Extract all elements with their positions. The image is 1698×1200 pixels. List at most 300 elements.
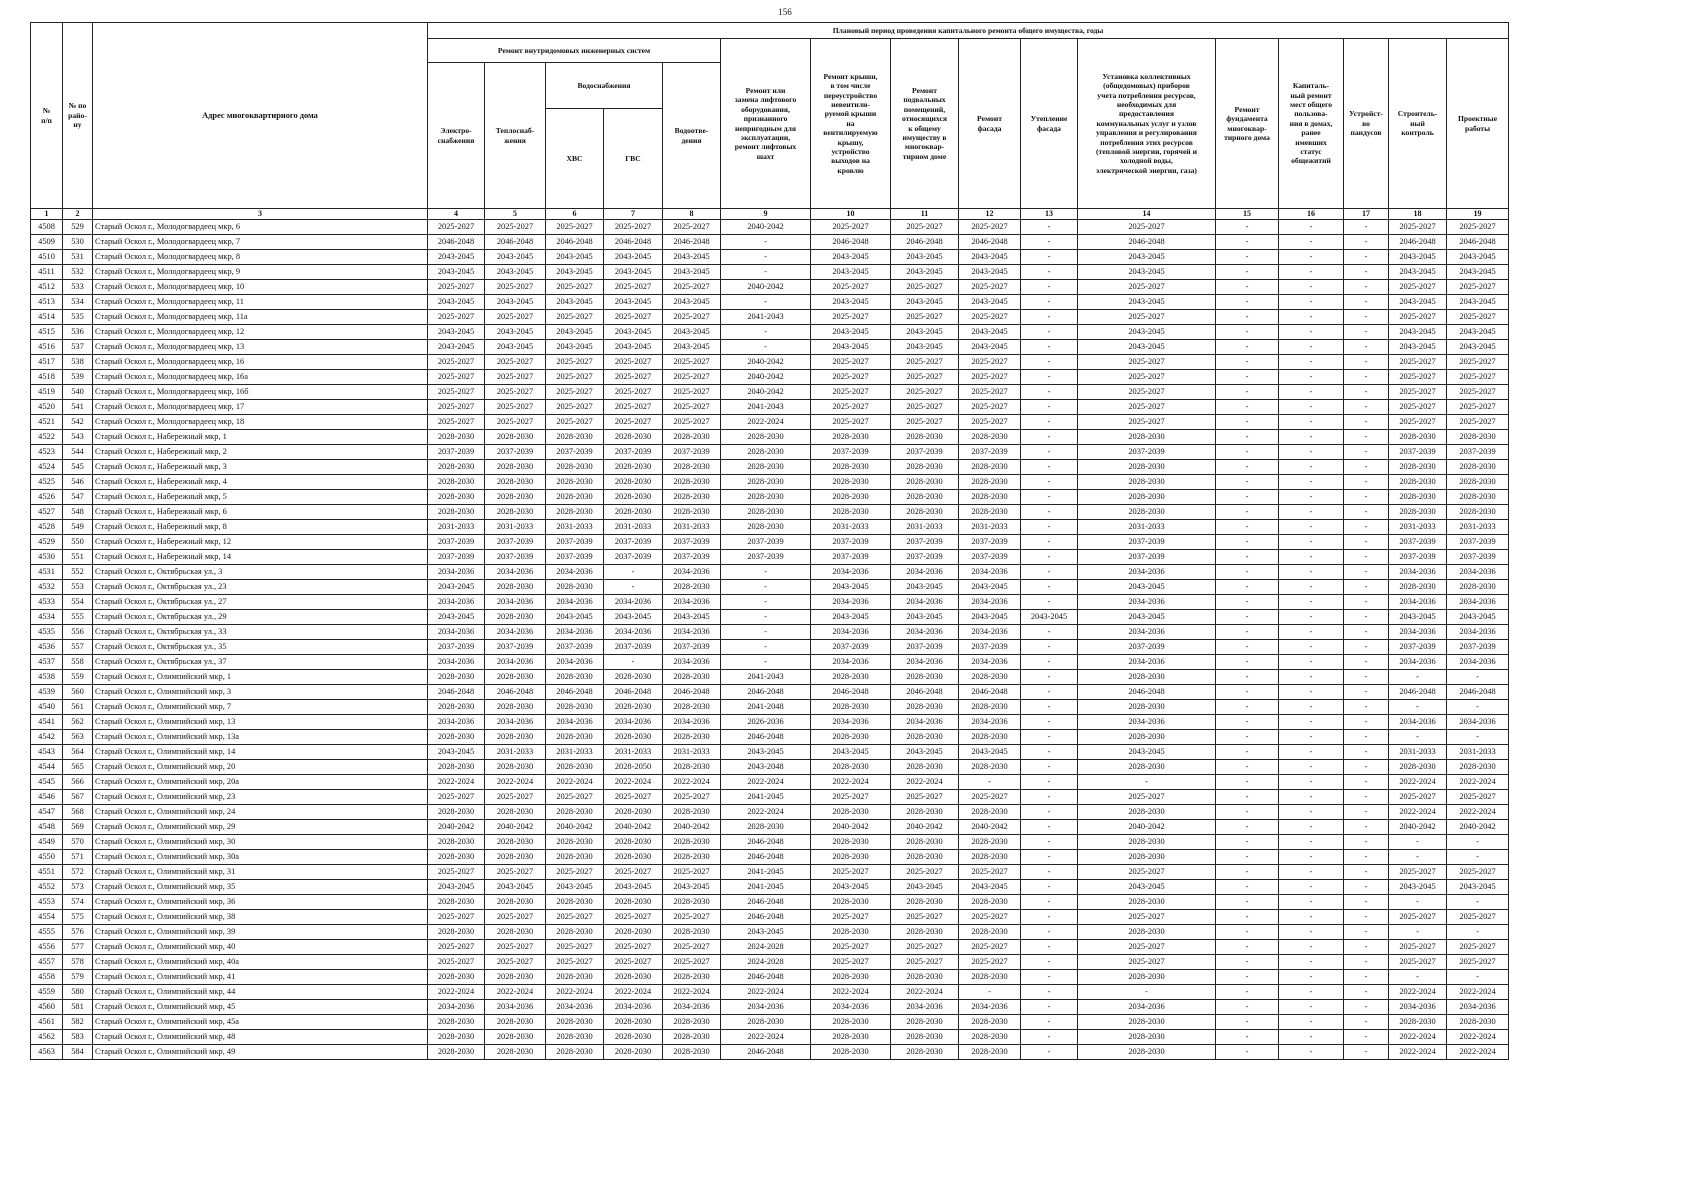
cell-roof: 2040-2042 bbox=[811, 820, 891, 835]
cell-row-number: 4530 bbox=[31, 550, 63, 565]
cell-district-number: 581 bbox=[63, 1000, 93, 1015]
cell-district-number: 567 bbox=[63, 790, 93, 805]
cell-roof: 2028-2030 bbox=[811, 1015, 891, 1030]
cell-elevator: 2022-2024 bbox=[721, 805, 811, 820]
cell-meters: 2025-2027 bbox=[1078, 280, 1216, 295]
cell-hot-water: 2028-2030 bbox=[604, 1015, 663, 1030]
cell-district-number: 544 bbox=[63, 445, 93, 460]
cell-roof: 2025-2027 bbox=[811, 400, 891, 415]
cell-district-number: 545 bbox=[63, 460, 93, 475]
cell-ramps: - bbox=[1344, 520, 1389, 535]
column-number: 15 bbox=[1216, 209, 1279, 220]
cell-electricity: 2034-2036 bbox=[428, 715, 485, 730]
table-row bbox=[31, 580, 1509, 595]
cell-cold-water: 2025-2027 bbox=[546, 790, 604, 805]
cell-design-works: 2025-2027 bbox=[1447, 415, 1509, 430]
cell-facade: 2043-2045 bbox=[959, 745, 1021, 760]
cell-electricity: 2043-2045 bbox=[428, 745, 485, 760]
cell-cold-water: 2028-2030 bbox=[546, 490, 604, 505]
cell-basement: 2040-2042 bbox=[891, 820, 959, 835]
cell-basement: 2034-2036 bbox=[891, 595, 959, 610]
table-row bbox=[31, 835, 1509, 850]
cell-construction-control: 2028-2030 bbox=[1389, 1015, 1447, 1030]
table-row bbox=[31, 760, 1509, 775]
cell-heating: 2043-2045 bbox=[485, 265, 546, 280]
cell-meters: 2043-2045 bbox=[1078, 250, 1216, 265]
cell-cold-water: 2028-2030 bbox=[546, 925, 604, 940]
cell-electricity: 2025-2027 bbox=[428, 370, 485, 385]
cell-cold-water: 2034-2036 bbox=[546, 655, 604, 670]
cell-hot-water: 2028-2030 bbox=[604, 850, 663, 865]
cell-ramps: - bbox=[1344, 475, 1389, 490]
cell-address: Старый Оскол г., Олимпийский мкр, 29 bbox=[93, 820, 428, 835]
cell-basement: 2028-2030 bbox=[891, 475, 959, 490]
cell-address: Старый Оскол г., Молодогвардеец мкр, 11а bbox=[93, 310, 428, 325]
cell-facade: 2034-2036 bbox=[959, 655, 1021, 670]
cell-sewerage: 2028-2030 bbox=[663, 925, 721, 940]
col-header-cold-water: ХВС bbox=[546, 109, 604, 209]
cell-cold-water: 2043-2045 bbox=[546, 325, 604, 340]
cell-heating: 2028-2030 bbox=[485, 805, 546, 820]
cell-facade-insulation: - bbox=[1021, 520, 1078, 535]
cell-construction-control: 2043-2045 bbox=[1389, 295, 1447, 310]
cell-electricity: 2028-2030 bbox=[428, 760, 485, 775]
cell-electricity: 2034-2036 bbox=[428, 565, 485, 580]
cell-sewerage: 2025-2027 bbox=[663, 370, 721, 385]
table-row bbox=[31, 535, 1509, 550]
cell-facade-insulation: - bbox=[1021, 325, 1078, 340]
cell-address: Старый Оскол г., Олимпийский мкр, 38 bbox=[93, 910, 428, 925]
cell-hot-water: 2028-2030 bbox=[604, 835, 663, 850]
cell-common-areas: - bbox=[1279, 580, 1344, 595]
cell-district-number: 569 bbox=[63, 820, 93, 835]
cell-roof: 2037-2039 bbox=[811, 535, 891, 550]
cell-hot-water: 2046-2048 bbox=[604, 685, 663, 700]
cell-common-areas: - bbox=[1279, 850, 1344, 865]
cell-basement: 2028-2030 bbox=[891, 850, 959, 865]
cell-hot-water: 2025-2027 bbox=[604, 355, 663, 370]
cell-elevator: 2041-2043 bbox=[721, 670, 811, 685]
cell-meters: 2028-2030 bbox=[1078, 700, 1216, 715]
cell-basement: 2037-2039 bbox=[891, 445, 959, 460]
cell-construction-control: 2034-2036 bbox=[1389, 1000, 1447, 1015]
cell-basement: 2028-2030 bbox=[891, 895, 959, 910]
cell-construction-control: 2025-2027 bbox=[1389, 400, 1447, 415]
cell-district-number: 556 bbox=[63, 625, 93, 640]
cell-common-areas: - bbox=[1279, 460, 1344, 475]
cell-design-works: 2025-2027 bbox=[1447, 355, 1509, 370]
cell-elevator: 2028-2030 bbox=[721, 430, 811, 445]
cell-district-number: 578 bbox=[63, 955, 93, 970]
cell-row-number: 4549 bbox=[31, 835, 63, 850]
cell-ramps: - bbox=[1344, 955, 1389, 970]
cell-sewerage: 2025-2027 bbox=[663, 910, 721, 925]
cell-cold-water: 2034-2036 bbox=[546, 1000, 604, 1015]
cell-facade: 2025-2027 bbox=[959, 940, 1021, 955]
table-header bbox=[31, 23, 1509, 220]
cell-basement: 2025-2027 bbox=[891, 955, 959, 970]
cell-cold-water: 2028-2030 bbox=[546, 1015, 604, 1030]
cell-design-works: 2028-2030 bbox=[1447, 505, 1509, 520]
cell-facade-insulation: - bbox=[1021, 910, 1078, 925]
cell-ramps: - bbox=[1344, 295, 1389, 310]
cell-cold-water: 2025-2027 bbox=[546, 415, 604, 430]
cell-row-number: 4558 bbox=[31, 970, 63, 985]
cell-common-areas: - bbox=[1279, 955, 1344, 970]
cell-foundation: - bbox=[1216, 925, 1279, 940]
cell-roof: 2034-2036 bbox=[811, 625, 891, 640]
cell-design-works: - bbox=[1447, 670, 1509, 685]
cell-hot-water: 2046-2048 bbox=[604, 235, 663, 250]
cell-common-areas: - bbox=[1279, 340, 1344, 355]
cell-address: Старый Оскол г., Олимпийский мкр, 36 bbox=[93, 895, 428, 910]
cell-electricity: 2034-2036 bbox=[428, 1000, 485, 1015]
col-header-sewerage: Водоотве- дения bbox=[663, 63, 721, 209]
cell-address: Старый Оскол г., Молодогвардеец мкр, 9 bbox=[93, 265, 428, 280]
cell-basement: 2037-2039 bbox=[891, 535, 959, 550]
cell-basement: 2037-2039 bbox=[891, 640, 959, 655]
cell-facade-insulation: - bbox=[1021, 880, 1078, 895]
cell-ramps: - bbox=[1344, 760, 1389, 775]
cell-district-number: 534 bbox=[63, 295, 93, 310]
cell-construction-control: 2028-2030 bbox=[1389, 475, 1447, 490]
cell-district-number: 565 bbox=[63, 760, 93, 775]
cell-district-number: 555 bbox=[63, 610, 93, 625]
cell-district-number: 563 bbox=[63, 730, 93, 745]
cell-address: Старый Оскол г., Олимпийский мкр, 48 bbox=[93, 1030, 428, 1045]
cell-basement: 2028-2030 bbox=[891, 805, 959, 820]
cell-construction-control: - bbox=[1389, 925, 1447, 940]
cell-hot-water: 2034-2036 bbox=[604, 595, 663, 610]
cell-common-areas: - bbox=[1279, 325, 1344, 340]
cell-district-number: 540 bbox=[63, 385, 93, 400]
cell-row-number: 4543 bbox=[31, 745, 63, 760]
cell-foundation: - bbox=[1216, 265, 1279, 280]
table-row bbox=[31, 400, 1509, 415]
cell-elevator: 2028-2030 bbox=[721, 820, 811, 835]
cell-address: Старый Оскол г., Олимпийский мкр, 14 bbox=[93, 745, 428, 760]
cell-address: Старый Оскол г., Молодогвардеец мкр, 16 bbox=[93, 355, 428, 370]
cell-heating: 2025-2027 bbox=[485, 280, 546, 295]
cell-facade-insulation: - bbox=[1021, 895, 1078, 910]
cell-cold-water: 2031-2033 bbox=[546, 520, 604, 535]
cell-electricity: 2037-2039 bbox=[428, 550, 485, 565]
cell-basement: 2025-2027 bbox=[891, 940, 959, 955]
cell-ramps: - bbox=[1344, 805, 1389, 820]
cell-row-number: 4563 bbox=[31, 1045, 63, 1060]
cell-facade-insulation: - bbox=[1021, 1015, 1078, 1030]
cell-district-number: 568 bbox=[63, 805, 93, 820]
cell-foundation: - bbox=[1216, 790, 1279, 805]
cell-meters: 2028-2030 bbox=[1078, 850, 1216, 865]
cell-basement: 2043-2045 bbox=[891, 295, 959, 310]
cell-heating: 2037-2039 bbox=[485, 445, 546, 460]
cell-design-works: 2025-2027 bbox=[1447, 940, 1509, 955]
cell-design-works: 2043-2045 bbox=[1447, 325, 1509, 340]
cell-sewerage: 2037-2039 bbox=[663, 550, 721, 565]
cell-design-works: 2043-2045 bbox=[1447, 295, 1509, 310]
cell-foundation: - bbox=[1216, 310, 1279, 325]
cell-address: Старый Оскол г., Набережный мкр, 2 bbox=[93, 445, 428, 460]
cell-foundation: - bbox=[1216, 730, 1279, 745]
cell-meters: 2034-2036 bbox=[1078, 565, 1216, 580]
cell-construction-control: 2031-2033 bbox=[1389, 745, 1447, 760]
column-number: 14 bbox=[1078, 209, 1216, 220]
table-row bbox=[31, 460, 1509, 475]
cell-foundation: - bbox=[1216, 400, 1279, 415]
table-row bbox=[31, 355, 1509, 370]
cell-address: Старый Оскол г., Октябрьская ул., 37 bbox=[93, 655, 428, 670]
cell-cold-water: 2025-2027 bbox=[546, 865, 604, 880]
cell-cold-water: 2043-2045 bbox=[546, 265, 604, 280]
cell-facade-insulation: - bbox=[1021, 970, 1078, 985]
cell-basement: 2046-2048 bbox=[891, 235, 959, 250]
cell-meters: 2043-2045 bbox=[1078, 745, 1216, 760]
cell-electricity: 2043-2045 bbox=[428, 880, 485, 895]
cell-facade: 2028-2030 bbox=[959, 670, 1021, 685]
cell-ramps: - bbox=[1344, 655, 1389, 670]
cell-electricity: 2025-2027 bbox=[428, 400, 485, 415]
cell-electricity: 2028-2030 bbox=[428, 1015, 485, 1030]
cell-common-areas: - bbox=[1279, 445, 1344, 460]
cell-facade: 2025-2027 bbox=[959, 280, 1021, 295]
cell-address: Старый Оскол г., Олимпийский мкр, 13 bbox=[93, 715, 428, 730]
cell-foundation: - bbox=[1216, 640, 1279, 655]
cell-district-number: 537 bbox=[63, 340, 93, 355]
cell-foundation: - bbox=[1216, 250, 1279, 265]
cell-sewerage: 2025-2027 bbox=[663, 385, 721, 400]
cell-meters: 2043-2045 bbox=[1078, 265, 1216, 280]
cell-district-number: 564 bbox=[63, 745, 93, 760]
cell-sewerage: 2028-2030 bbox=[663, 430, 721, 445]
cell-sewerage: 2031-2033 bbox=[663, 520, 721, 535]
cell-construction-control: 2043-2045 bbox=[1389, 340, 1447, 355]
column-number: 19 bbox=[1447, 209, 1509, 220]
cell-roof: 2028-2030 bbox=[811, 760, 891, 775]
cell-ramps: - bbox=[1344, 685, 1389, 700]
cell-common-areas: - bbox=[1279, 265, 1344, 280]
cell-hot-water: 2031-2033 bbox=[604, 520, 663, 535]
cell-basement: 2025-2027 bbox=[891, 910, 959, 925]
cell-address: Старый Оскол г., Молодогвардеец мкр, 11 bbox=[93, 295, 428, 310]
cell-basement: 2025-2027 bbox=[891, 220, 959, 235]
cell-heating: 2040-2042 bbox=[485, 820, 546, 835]
cell-district-number: 582 bbox=[63, 1015, 93, 1030]
cell-facade-insulation: - bbox=[1021, 940, 1078, 955]
cell-facade-insulation: - bbox=[1021, 745, 1078, 760]
cell-sewerage: 2028-2030 bbox=[663, 835, 721, 850]
cell-cold-water: 2025-2027 bbox=[546, 385, 604, 400]
cell-elevator: 2037-2039 bbox=[721, 550, 811, 565]
cell-elevator: - bbox=[721, 295, 811, 310]
cell-facade-insulation: - bbox=[1021, 1045, 1078, 1060]
cell-district-number: 577 bbox=[63, 940, 93, 955]
table-row bbox=[31, 1015, 1509, 1030]
cell-address: Старый Оскол г., Олимпийский мкр, 13а bbox=[93, 730, 428, 745]
cell-sewerage: 2025-2027 bbox=[663, 415, 721, 430]
cell-row-number: 4541 bbox=[31, 715, 63, 730]
cell-electricity: 2028-2030 bbox=[428, 1030, 485, 1045]
cell-roof: 2025-2027 bbox=[811, 910, 891, 925]
cell-foundation: - bbox=[1216, 535, 1279, 550]
cell-elevator: 2041-2045 bbox=[721, 865, 811, 880]
cell-row-number: 4520 bbox=[31, 400, 63, 415]
cell-row-number: 4508 bbox=[31, 220, 63, 235]
cell-facade: 2034-2036 bbox=[959, 625, 1021, 640]
cell-meters: 2028-2030 bbox=[1078, 490, 1216, 505]
cell-elevator: 2046-2048 bbox=[721, 1045, 811, 1060]
cell-address: Старый Оскол г., Олимпийский мкр, 20 bbox=[93, 760, 428, 775]
cell-sewerage: 2046-2048 bbox=[663, 685, 721, 700]
cell-elevator: 2022-2024 bbox=[721, 775, 811, 790]
cell-district-number: 549 bbox=[63, 520, 93, 535]
cell-electricity: 2043-2045 bbox=[428, 295, 485, 310]
cell-cold-water: 2034-2036 bbox=[546, 565, 604, 580]
cell-row-number: 4542 bbox=[31, 730, 63, 745]
cell-foundation: - bbox=[1216, 460, 1279, 475]
cell-design-works: 2043-2045 bbox=[1447, 250, 1509, 265]
cell-roof: 2028-2030 bbox=[811, 730, 891, 745]
cell-address: Старый Оскол г., Олимпийский мкр, 30 bbox=[93, 835, 428, 850]
col-header-district-number: № по райо- ну bbox=[63, 23, 93, 209]
table-row bbox=[31, 250, 1509, 265]
cell-facade: 2025-2027 bbox=[959, 790, 1021, 805]
cell-design-works: - bbox=[1447, 970, 1509, 985]
cell-heating: 2028-2030 bbox=[485, 925, 546, 940]
cell-electricity: 2028-2030 bbox=[428, 490, 485, 505]
cell-address: Старый Оскол г., Октябрьская ул., 27 bbox=[93, 595, 428, 610]
cell-heating: 2037-2039 bbox=[485, 535, 546, 550]
col-header-electricity: Электро- снабжения bbox=[428, 63, 485, 209]
table-row bbox=[31, 370, 1509, 385]
cell-address: Старый Оскол г., Молодогвардеец мкр, 12 bbox=[93, 325, 428, 340]
cell-meters: 2028-2030 bbox=[1078, 460, 1216, 475]
cell-facade-insulation: - bbox=[1021, 640, 1078, 655]
cell-electricity: 2037-2039 bbox=[428, 640, 485, 655]
cell-foundation: - bbox=[1216, 865, 1279, 880]
cell-facade: 2037-2039 bbox=[959, 640, 1021, 655]
cell-facade: 2028-2030 bbox=[959, 850, 1021, 865]
column-number: 11 bbox=[891, 209, 959, 220]
cell-electricity: 2043-2045 bbox=[428, 340, 485, 355]
cell-ramps: - bbox=[1344, 970, 1389, 985]
cell-facade-insulation: - bbox=[1021, 490, 1078, 505]
cell-sewerage: 2028-2030 bbox=[663, 970, 721, 985]
table-row bbox=[31, 265, 1509, 280]
cell-heating: 2025-2027 bbox=[485, 940, 546, 955]
cell-electricity: 2043-2045 bbox=[428, 610, 485, 625]
cell-elevator: 2041-2045 bbox=[721, 880, 811, 895]
column-number: 9 bbox=[721, 209, 811, 220]
cell-electricity: 2034-2036 bbox=[428, 595, 485, 610]
cell-ramps: - bbox=[1344, 820, 1389, 835]
cell-foundation: - bbox=[1216, 1000, 1279, 1015]
cell-construction-control: 2025-2027 bbox=[1389, 790, 1447, 805]
cell-ramps: - bbox=[1344, 460, 1389, 475]
table-row bbox=[31, 745, 1509, 760]
cell-electricity: 2037-2039 bbox=[428, 535, 485, 550]
cell-sewerage: 2028-2030 bbox=[663, 850, 721, 865]
cell-electricity: 2028-2030 bbox=[428, 895, 485, 910]
cell-district-number: 558 bbox=[63, 655, 93, 670]
cell-sewerage: 2043-2045 bbox=[663, 325, 721, 340]
cell-heating: 2028-2030 bbox=[485, 610, 546, 625]
cell-row-number: 4551 bbox=[31, 865, 63, 880]
cell-common-areas: - bbox=[1279, 220, 1344, 235]
cell-facade: 2043-2045 bbox=[959, 610, 1021, 625]
cell-hot-water: 2043-2045 bbox=[604, 610, 663, 625]
table-row bbox=[31, 280, 1509, 295]
cell-address: Старый Оскол г., Олимпийский мкр, 30а bbox=[93, 850, 428, 865]
cell-address: Старый Оскол г., Молодогвардеец мкр, 17 bbox=[93, 400, 428, 415]
cell-elevator: 2043-2045 bbox=[721, 745, 811, 760]
cell-district-number: 538 bbox=[63, 355, 93, 370]
cell-heating: 2025-2027 bbox=[485, 370, 546, 385]
cell-district-number: 559 bbox=[63, 670, 93, 685]
cell-roof: 2028-2030 bbox=[811, 835, 891, 850]
cell-district-number: 575 bbox=[63, 910, 93, 925]
table-row bbox=[31, 565, 1509, 580]
cell-heating: 2034-2036 bbox=[485, 1000, 546, 1015]
cell-basement: 2028-2030 bbox=[891, 460, 959, 475]
cell-foundation: - bbox=[1216, 625, 1279, 640]
cell-facade-insulation: - bbox=[1021, 235, 1078, 250]
cell-district-number: 557 bbox=[63, 640, 93, 655]
cell-construction-control: 2025-2027 bbox=[1389, 910, 1447, 925]
cell-design-works: 2034-2036 bbox=[1447, 1000, 1509, 1015]
table-row bbox=[31, 715, 1509, 730]
cell-sewerage: 2034-2036 bbox=[663, 595, 721, 610]
cell-design-works: - bbox=[1447, 700, 1509, 715]
cell-sewerage: 2043-2045 bbox=[663, 265, 721, 280]
cell-district-number: 576 bbox=[63, 925, 93, 940]
cell-meters: 2025-2027 bbox=[1078, 370, 1216, 385]
cell-design-works: 2034-2036 bbox=[1447, 655, 1509, 670]
cell-heating: 2037-2039 bbox=[485, 640, 546, 655]
cell-row-number: 4527 bbox=[31, 505, 63, 520]
cell-electricity: 2025-2027 bbox=[428, 355, 485, 370]
cell-hot-water: 2034-2036 bbox=[604, 1000, 663, 1015]
cell-construction-control: - bbox=[1389, 850, 1447, 865]
cell-basement: 2028-2030 bbox=[891, 490, 959, 505]
cell-facade: 2043-2045 bbox=[959, 250, 1021, 265]
cell-ramps: - bbox=[1344, 340, 1389, 355]
cell-hot-water: - bbox=[604, 565, 663, 580]
cell-sewerage: 2025-2027 bbox=[663, 790, 721, 805]
cell-foundation: - bbox=[1216, 475, 1279, 490]
cell-electricity: 2028-2030 bbox=[428, 850, 485, 865]
cell-roof: 2025-2027 bbox=[811, 310, 891, 325]
cell-design-works: 2034-2036 bbox=[1447, 595, 1509, 610]
cell-facade: 2037-2039 bbox=[959, 445, 1021, 460]
cell-roof: 2028-2030 bbox=[811, 700, 891, 715]
cell-facade-insulation: - bbox=[1021, 460, 1078, 475]
cell-basement: 2043-2045 bbox=[891, 325, 959, 340]
cell-design-works: 2034-2036 bbox=[1447, 625, 1509, 640]
cell-roof: 2043-2045 bbox=[811, 580, 891, 595]
cell-heating: 2022-2024 bbox=[485, 985, 546, 1000]
cell-sewerage: 2028-2030 bbox=[663, 700, 721, 715]
cell-cold-water: 2034-2036 bbox=[546, 595, 604, 610]
cell-common-areas: - bbox=[1279, 940, 1344, 955]
cell-elevator: - bbox=[721, 655, 811, 670]
cell-foundation: - bbox=[1216, 970, 1279, 985]
cell-meters: 2028-2030 bbox=[1078, 970, 1216, 985]
cell-roof: 2043-2045 bbox=[811, 745, 891, 760]
cell-elevator: 2028-2030 bbox=[721, 505, 811, 520]
cell-electricity: 2025-2027 bbox=[428, 310, 485, 325]
col-header-facade-insulation: Утепление фасада bbox=[1021, 39, 1078, 209]
